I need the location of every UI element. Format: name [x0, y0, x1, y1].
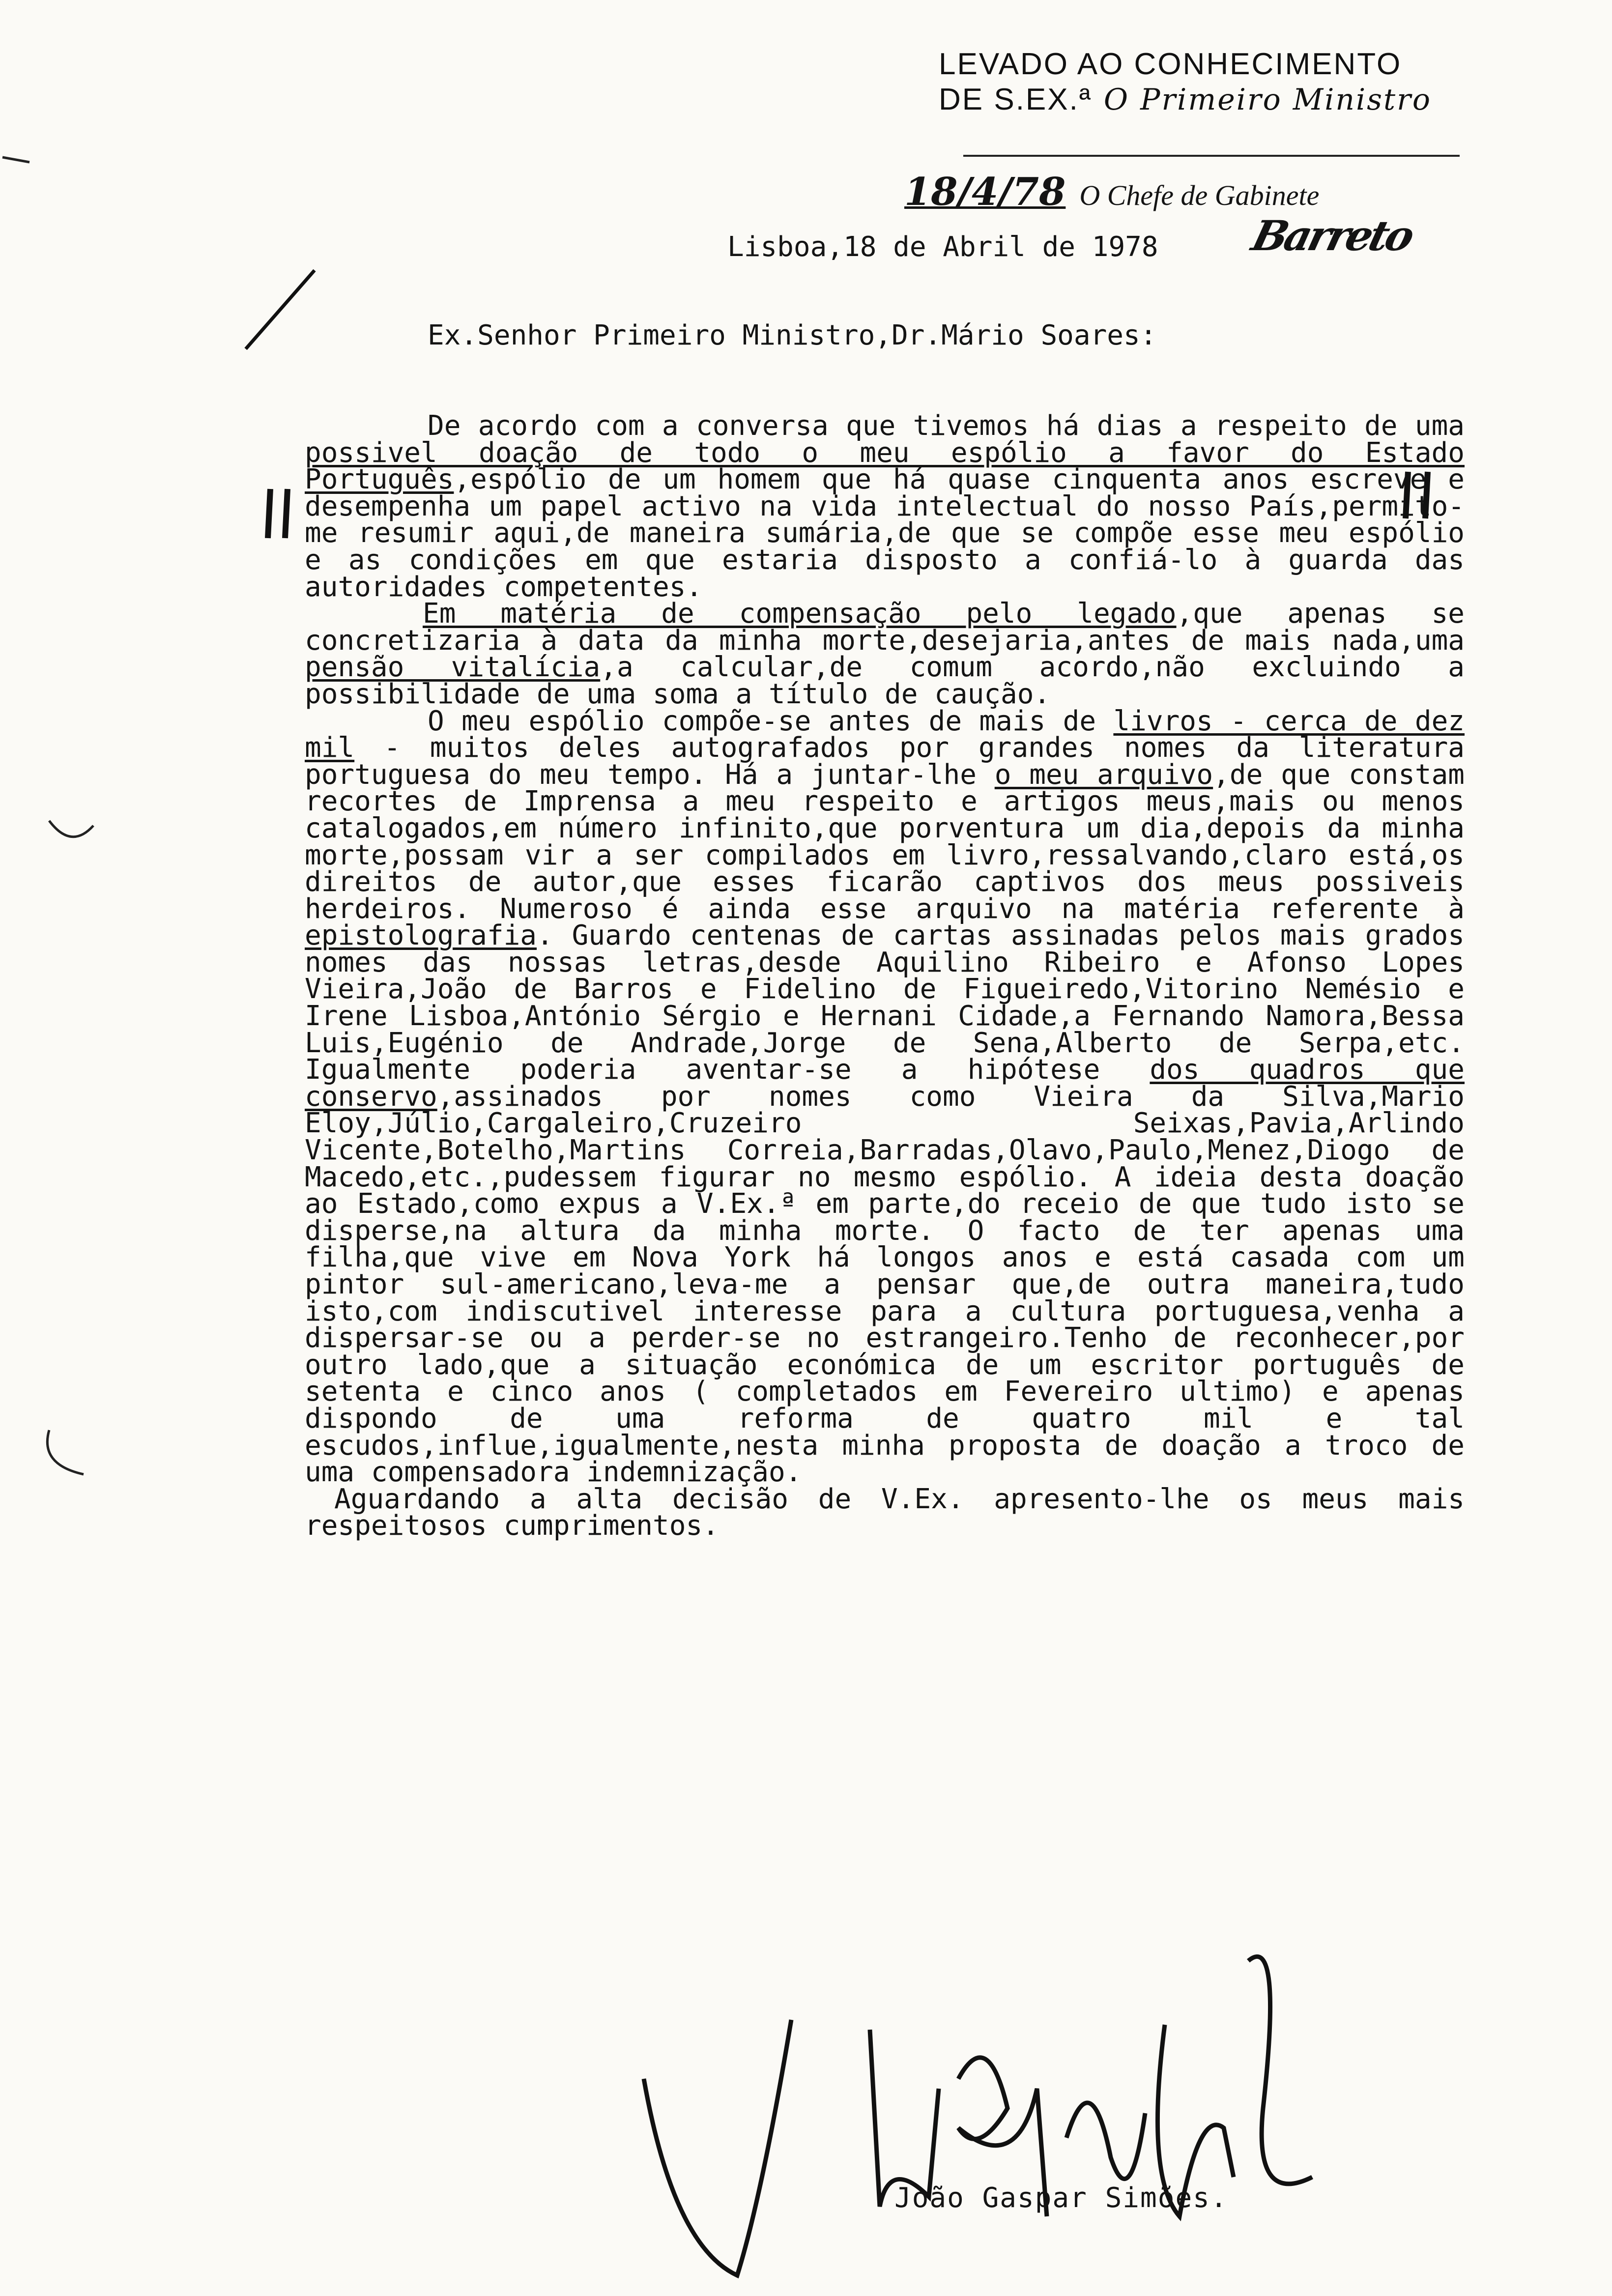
stamp-handwritten-recipient: O Primeiro Ministro [1103, 83, 1432, 117]
margin-double-bar-right [1391, 467, 1445, 526]
paragraph-3 [305, 705, 1465, 1489]
stamp-date-row [904, 170, 1319, 214]
punch-hole-mark-2 [39, 1425, 93, 1484]
salutation: Ex.Senhor Primeiro Ministro,Dr.Mário Soares: [428, 319, 1157, 351]
stamp-signature: Barreto [1247, 211, 1417, 260]
paragraph-2 [305, 598, 1465, 710]
p2-underlined-pension: pensão vitalícia [305, 651, 601, 684]
letter-body [305, 410, 1465, 1542]
p3-text-a: O meu espólio compõe-se antes de mais de [428, 705, 1114, 737]
typed-signature-name: João Gaspar Simões. [894, 2182, 1228, 2214]
stamp-divider [963, 155, 1460, 157]
p3-underlined-archive: o meu arquivo [994, 758, 1213, 791]
p3-text-b: - muitos deles autografados por grandes nomes da literatura portuguesa do meu tempo. Há a juntar-lhe [305, 732, 1465, 791]
p3-text-d: . Guardo centenas de cartas assinadas pelos mais grados nomes das nossas letras,desde Aquilino Ribeiro e Afonso Lopes Vieira,João de Barros e Fidelino de Figueiredo,Vitorino Nemésio e Irene Lisboa,António Sérgio e Hernani Cidade,a Fernando Namora,Bessa Luis,Eugénio de Andrade,Jorge de Sena,Alberto de Serpa,etc. Igualmente poderia aventar-se a hipótese [305, 919, 1465, 1086]
p3-text-c: ,de que constam recortes de Imprensa a meu respeito e artigos meus,mais ou menos catalogados,em número infinito,que porventura um dia,depois da minha morte,possam vir a ser compilados em livro,ressalvando,claro está,os direitos de autor,que esses ficarão captivos dos meus possiveis herdeiros. Numeroso é ainda esse arquivo na matéria referente à [305, 758, 1465, 925]
p3-underlined-books: livros - cerca de dez mil [305, 705, 1465, 764]
reception-stamp [939, 47, 1494, 117]
stamp-line-1: LEVADO AO CONHECIMENTO [939, 47, 1402, 81]
p3-underlined-paintings: dos quadros que conservo [305, 1054, 1465, 1113]
p1-underlined-donation: possivel doação de todo o meu espólio a favor do Estado Português [305, 436, 1465, 496]
p1-text-b: ,espólio de um homem que há quase cinquenta anos escreve e desempenha um papel activo na vida intelectual do nosso País,permito-me resumir aqui,de maneira sumária,de que se compõe esse meu espólio e as condições em que estaria disposto a confiá-lo à guarda das autoridades competentes. [305, 463, 1465, 603]
author-signature [614, 1902, 1352, 2295]
paragraph-1 [305, 410, 1465, 603]
margin-slash-mark [236, 265, 324, 354]
stamp-prefix: DE S.EX.ª [939, 83, 1092, 116]
stamp-office: O Chefe de Gabinete [1079, 179, 1320, 211]
letter-date: Lisboa,18 de Abril de 1978 [727, 231, 1158, 263]
p3-underlined-letters: epistolografia [305, 919, 537, 952]
paragraph-4: Aguardando a alta decisão de V.Ex. apresento-lhe os meus mais respeitosos cumprimentos. [305, 1483, 1465, 1542]
stamp-date: 18/4/78 [904, 170, 1066, 214]
stamp-line-2 [939, 82, 1494, 117]
p3-text-e: ,assinados por nomes como Vieira da Silva,Mario Eloy,Júlio,Cargaleiro,Cruzeiro Seixas,Pavia,Arlindo Vicente,Botelho,Martins Correia,Barradas,Olavo,Paulo,Menez,Diogo de Macedo,etc.,pudessem figurar no mesmo espólio. A ideia desta doação ao Estado,como expus a V.Ex.ª em parte,do receio de que tudo isto se disperse,na altura da minha morte. O facto de ter apenas uma filha,que vive em Nova York há longos anos e está casada com um pintor sul-americano,leva-me a pensar que,de outra maneira,tudo isto,com indiscutivel interesse para a cultura portuguesa,venha a dispersar-se ou a perder-se no estrangeiro.Tenho de reconhecer,por outro lado,que a situação económica de um escritor português de setenta e cinco anos ( completados em Fevereiro ultimo) e apenas dispondo de uma reforma de quatro mil e tal escudos,influe,igualmente,nesta minha proposta de doação a troco de uma compensadora indemnização. [305, 1080, 1465, 1489]
p1-text-a: De acordo com a conversa que tivemos há dias a respeito de uma [428, 410, 1465, 442]
punch-hole-mark-1 [44, 811, 98, 850]
p2-text-a: ,que apenas se concretizaria à data da minha morte,desejaria,antes de mais nada,uma [305, 598, 1465, 657]
p2-text-b: ,a calcular,de comum acordo,não excluindo a possibilidade de uma soma a título de caução. [305, 651, 1465, 710]
p2-underlined-compensation: Em matéria de compensação pelo legado [423, 598, 1177, 630]
corner-tick-mark [0, 143, 39, 172]
margin-double-bar-left [256, 484, 310, 543]
